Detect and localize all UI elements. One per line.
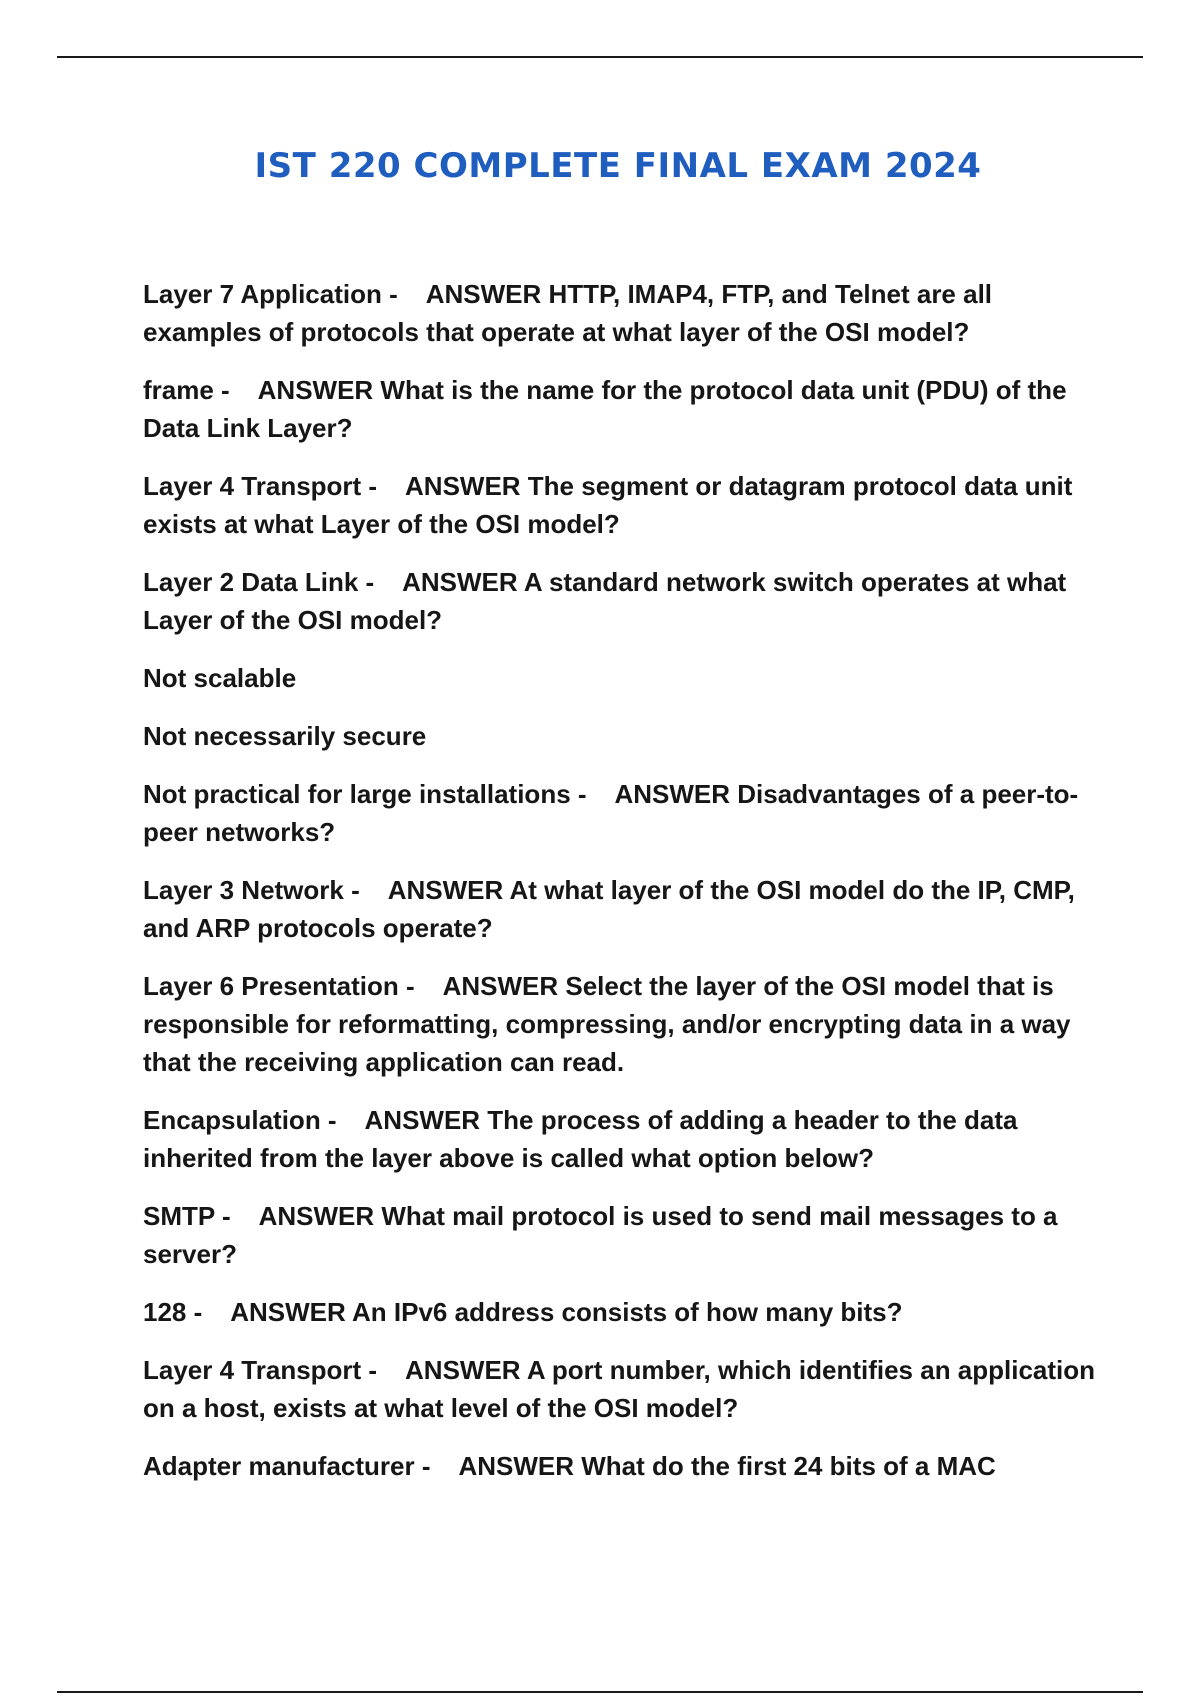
qa-term: Not necessarily secure <box>143 721 427 751</box>
qa-separator: - <box>361 1355 406 1385</box>
qa-term: Layer 4 Transport <box>143 1355 362 1385</box>
qa-item <box>143 1351 1103 1427</box>
qa-answer-text: ANSWER At what layer of the OSI model do the IP, CMP, and ARP protocols operate? <box>143 875 1075 943</box>
qa-item <box>143 775 1103 851</box>
qa-term: Adapter manufacturer <box>143 1451 415 1481</box>
footer-divider <box>57 1691 1143 1693</box>
qa-answer-text: ANSWER What is the name for the protocol data unit (PDU) of the Data Link Layer? <box>143 375 1067 443</box>
qa-term: Layer 4 Transport <box>143 471 362 501</box>
qa-answer-text: ANSWER Disadvantages of a peer-to-peer networks? <box>143 779 1079 847</box>
qa-answer-text: ANSWER A standard network switch operates at what Layer of the OSI model? <box>143 567 1067 635</box>
qa-term: Encapsulation <box>143 1105 321 1135</box>
qa-term: 128 <box>143 1297 187 1327</box>
qa-separator: - <box>186 1297 231 1327</box>
qa-item <box>143 1293 1103 1331</box>
qa-answer-text: ANSWER HTTP, IMAP4, FTP, and Telnet are all examples of protocols that operate at what layer of the OSI model? <box>143 279 993 347</box>
qa-answer-text: ANSWER The process of adding a header to the data inherited from the layer above is called what option below? <box>143 1105 1018 1173</box>
qa-item <box>143 659 1103 697</box>
qa-term: Not practical for large installations <box>143 779 571 809</box>
qa-answer-text: ANSWER What mail protocol is used to send mail messages to a server? <box>143 1201 1058 1269</box>
qa-answer-text: ANSWER The segment or datagram protocol data unit exists at what Layer of the OSI model? <box>143 471 1073 539</box>
qa-term: frame <box>143 375 214 405</box>
qa-answer-text: ANSWER What do the first 24 bits of a MAC <box>458 1451 996 1481</box>
qa-separator: - <box>398 971 443 1001</box>
qa-answer-text: ANSWER A port number, which identifies an application on a host, exists at what level of the OSI model? <box>143 1355 1096 1423</box>
qa-term: Not scalable <box>143 663 297 693</box>
qa-answer-text: ANSWER Select the layer of the OSI model that is responsible for reformatting, compressing, and/or encrypting data in a way that the receiving application can read. <box>143 971 1071 1077</box>
qa-answer-text: ANSWER An IPv6 address consists of how many bits? <box>230 1297 903 1327</box>
qa-item <box>143 371 1103 447</box>
qa-separator: - <box>213 375 258 405</box>
qa-term: Layer 2 Data Link <box>143 567 359 597</box>
qa-separator: - <box>358 567 403 597</box>
qa-separator: - <box>570 779 615 809</box>
qa-term: SMTP <box>143 1201 215 1231</box>
qa-separator: - <box>361 471 406 501</box>
qa-item <box>143 1197 1103 1273</box>
qa-separator: - <box>414 1451 459 1481</box>
qa-term: Layer 7 Application <box>143 279 382 309</box>
header-divider <box>57 56 1143 58</box>
qa-term: Layer 6 Presentation <box>143 971 399 1001</box>
qa-separator: - <box>343 875 388 905</box>
qa-list <box>143 275 1103 1505</box>
qa-item <box>143 871 1103 947</box>
qa-separator: - <box>381 279 426 309</box>
qa-item <box>143 467 1103 543</box>
qa-item <box>143 967 1103 1081</box>
qa-separator: - <box>214 1201 259 1231</box>
qa-item <box>143 1447 1103 1485</box>
qa-item <box>143 717 1103 755</box>
qa-item <box>143 275 1103 351</box>
page-title: IST 220 COMPLETE FINAL EXAM 2024 <box>254 146 982 186</box>
qa-separator: - <box>320 1105 365 1135</box>
qa-item <box>143 563 1103 639</box>
qa-item <box>143 1101 1103 1177</box>
qa-term: Layer 3 Network <box>143 875 344 905</box>
